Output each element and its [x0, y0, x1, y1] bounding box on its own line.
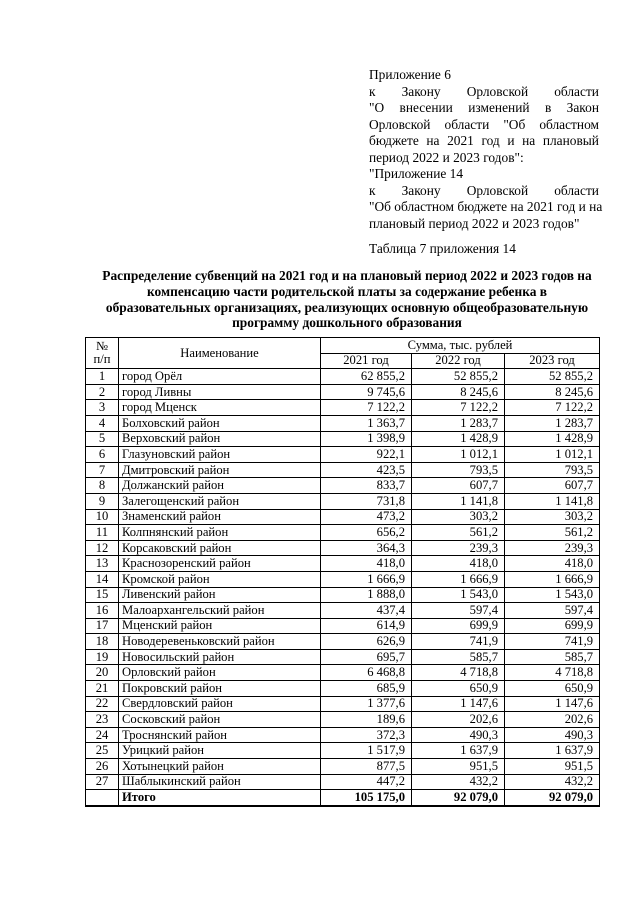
- row-value-2023: 8 245,6: [505, 384, 600, 400]
- word: "Об: [503, 116, 526, 132]
- row-value-2023: 650,9: [505, 681, 600, 697]
- row-number: 7: [86, 462, 119, 478]
- row-value-2021: 656,2: [321, 525, 412, 541]
- word: области: [554, 83, 599, 99]
- row-value-2023: 585,7: [505, 649, 600, 665]
- row-value-2023: 202,6: [505, 712, 600, 728]
- row-value-2021: 1 398,9: [321, 431, 412, 447]
- appendix-14-line-4: плановый период 2022 и 2023 годов": [369, 215, 580, 231]
- word: плановый: [542, 133, 599, 149]
- row-number: 2: [86, 384, 119, 400]
- row-value-2023: 432,2: [505, 774, 600, 790]
- subventions-table: [85, 337, 600, 807]
- row-name: Корсаковский район: [119, 540, 321, 556]
- row-value-2021: 189,6: [321, 712, 412, 728]
- row-name: город Ливны: [119, 384, 321, 400]
- row-number: 11: [86, 525, 119, 541]
- row-name: Верховский район: [119, 431, 321, 447]
- row-value-2021: 423,5: [321, 462, 412, 478]
- row-value-2021: 922,1: [321, 447, 412, 463]
- row-value-2022: 585,7: [412, 649, 505, 665]
- table-row: [86, 727, 600, 743]
- table-row: [86, 696, 600, 712]
- header-year-2022: 2022 год: [412, 353, 505, 369]
- row-name: Залегощенский район: [119, 493, 321, 509]
- row-number: 22: [86, 696, 119, 712]
- table-row: [86, 509, 600, 525]
- row-number: 27: [86, 774, 119, 790]
- row-number: 6: [86, 447, 119, 463]
- word: области: [554, 182, 599, 198]
- row-number: 17: [86, 618, 119, 634]
- word: изменений: [468, 100, 530, 116]
- row-value-2023: 951,5: [505, 759, 600, 775]
- row-name: Дмитровский район: [119, 462, 321, 478]
- word: на: [426, 133, 440, 149]
- row-value-2023: 741,9: [505, 634, 600, 650]
- row-value-2023: 1 147,6: [505, 696, 600, 712]
- row-value-2021: 833,7: [321, 478, 412, 494]
- row-value-2022: 699,9: [412, 618, 505, 634]
- word: к: [369, 83, 376, 99]
- row-value-2022: 202,6: [412, 712, 505, 728]
- appendix-14-header: [369, 166, 603, 232]
- row-number: 5: [86, 431, 119, 447]
- word: Закону: [401, 83, 441, 99]
- table-row: [86, 540, 600, 556]
- row-value-2022: 793,5: [412, 462, 505, 478]
- table-label: Таблица 7 приложения 14: [369, 241, 516, 256]
- appendix-6-last-line: период 2022 и 2023 годов":: [369, 149, 524, 165]
- row-value-2021: 447,2: [321, 774, 412, 790]
- row-name: Сосковский район: [119, 712, 321, 728]
- appendix-6-law-line: [369, 84, 599, 101]
- row-value-2021: 473,2: [321, 509, 412, 525]
- header-number: [86, 338, 119, 369]
- row-name: Шаблыкинский район: [119, 774, 321, 790]
- row-value-2023: 597,4: [505, 603, 600, 619]
- row-value-2021: 1 363,7: [321, 415, 412, 431]
- row-value-2022: 1 012,1: [412, 447, 505, 463]
- word: на: [522, 133, 536, 149]
- row-value-2022: 7 122,2: [412, 400, 505, 416]
- total-2022: 92 079,0: [412, 790, 505, 806]
- table-row: [86, 431, 600, 447]
- appendix-14-title: "Приложение 14: [369, 166, 464, 181]
- row-value-2021: 418,0: [321, 556, 412, 572]
- row-name: Колпнянский район: [119, 525, 321, 541]
- row-value-2022: 597,4: [412, 603, 505, 619]
- row-name: Кромской район: [119, 571, 321, 587]
- row-value-2022: 303,2: [412, 509, 505, 525]
- row-value-2022: 1 283,7: [412, 415, 505, 431]
- row-name: Краснозоренский район: [119, 556, 321, 572]
- row-value-2022: 8 245,6: [412, 384, 505, 400]
- row-name: Новосильский район: [119, 649, 321, 665]
- row-value-2022: 52 855,2: [412, 369, 505, 385]
- row-value-2021: 372,3: [321, 727, 412, 743]
- row-value-2021: 364,3: [321, 540, 412, 556]
- row-name: Малоархангельский район: [119, 603, 321, 619]
- row-value-2023: 561,2: [505, 525, 600, 541]
- word: внесении: [399, 100, 453, 116]
- row-name: Свердловский район: [119, 696, 321, 712]
- row-name: Орловский район: [119, 665, 321, 681]
- row-value-2022: 432,2: [412, 774, 505, 790]
- row-number: 1: [86, 369, 119, 385]
- row-value-2023: 1 283,7: [505, 415, 600, 431]
- row-value-2021: 877,5: [321, 759, 412, 775]
- row-name: Ливенский район: [119, 587, 321, 603]
- word: и: [507, 133, 515, 149]
- word: Орловской: [369, 116, 431, 132]
- word: области: [444, 116, 490, 132]
- row-value-2023: 239,3: [505, 540, 600, 556]
- row-number: 16: [86, 603, 119, 619]
- row-value-2023: 699,9: [505, 618, 600, 634]
- row-value-2021: 685,9: [321, 681, 412, 697]
- row-number: 13: [86, 556, 119, 572]
- appendix-14-law-line: [369, 183, 599, 200]
- header-year-2023: 2023 год: [505, 353, 600, 369]
- row-value-2023: 303,2: [505, 509, 600, 525]
- row-value-2023: 607,7: [505, 478, 600, 494]
- row-value-2023: 1 428,9: [505, 431, 600, 447]
- word: бюджете: [369, 133, 419, 149]
- table-row: [86, 556, 600, 572]
- row-value-2023: 418,0: [505, 556, 600, 572]
- appendix-6-header: [369, 67, 599, 167]
- row-value-2023: 1 666,9: [505, 571, 600, 587]
- row-value-2023: 52 855,2: [505, 369, 600, 385]
- word: Закон: [566, 100, 599, 116]
- table-row: [86, 712, 600, 728]
- appendix-6-line-4: [369, 117, 599, 134]
- word: Орловской: [466, 83, 529, 99]
- table-row: [86, 759, 600, 775]
- row-value-2021: 1 888,0: [321, 587, 412, 603]
- row-name: Должанский район: [119, 478, 321, 494]
- table-row: [86, 462, 600, 478]
- row-value-2022: 418,0: [412, 556, 505, 572]
- row-number: 25: [86, 743, 119, 759]
- row-name: Покровский район: [119, 681, 321, 697]
- total-label: Итого: [119, 790, 321, 806]
- table-row: [86, 447, 600, 463]
- row-value-2023: 1 012,1: [505, 447, 600, 463]
- row-value-2021: 626,9: [321, 634, 412, 650]
- word: "О: [369, 100, 385, 116]
- row-number: 14: [86, 571, 119, 587]
- table-row: [86, 774, 600, 790]
- row-value-2022: 4 718,8: [412, 665, 505, 681]
- row-value-2021: 1 517,9: [321, 743, 412, 759]
- row-number: 19: [86, 649, 119, 665]
- row-number: 3: [86, 400, 119, 416]
- row-number: 23: [86, 712, 119, 728]
- word: в: [544, 100, 552, 116]
- table-row: [86, 525, 600, 541]
- appendix-6-line-5: [369, 133, 599, 150]
- row-value-2022: 1 666,9: [412, 571, 505, 587]
- row-value-2023: 1 637,9: [505, 743, 600, 759]
- row-value-2021: 1 377,6: [321, 696, 412, 712]
- table-row: [86, 649, 600, 665]
- table-row: [86, 587, 600, 603]
- row-name: Троснянский район: [119, 727, 321, 743]
- word: областном: [539, 116, 599, 132]
- row-name: Урицкий район: [119, 743, 321, 759]
- row-value-2022: 741,9: [412, 634, 505, 650]
- row-value-2023: 1 141,8: [505, 493, 600, 509]
- row-number: 20: [86, 665, 119, 681]
- row-value-2021: 731,8: [321, 493, 412, 509]
- table-body: [86, 369, 600, 790]
- word: к: [369, 182, 376, 198]
- row-value-2022: 607,7: [412, 478, 505, 494]
- total-row: [86, 790, 600, 806]
- table-row: [86, 634, 600, 650]
- row-value-2023: 4 718,8: [505, 665, 600, 681]
- row-value-2021: 6 468,8: [321, 665, 412, 681]
- document-title: Распределение субвенций на 2021 год и на плановый период 2022 и 2023 годов на компенсацию части родительской платы за содержание ребенка в образовательных организациях, реализующих основную общеобразовательную программу дошкольного образования: [102, 268, 592, 331]
- row-name: город Мценск: [119, 400, 321, 416]
- row-value-2022: 1 141,8: [412, 493, 505, 509]
- table-row: [86, 681, 600, 697]
- header-number-text: № п/п: [93, 339, 111, 367]
- header-sum: Сумма, тыс. рублей: [321, 338, 600, 354]
- row-value-2021: 1 666,9: [321, 571, 412, 587]
- row-value-2021: 437,4: [321, 603, 412, 619]
- table-row: [86, 400, 600, 416]
- table-row: [86, 571, 600, 587]
- table-row: [86, 618, 600, 634]
- row-name: город Орёл: [119, 369, 321, 385]
- row-value-2022: 239,3: [412, 540, 505, 556]
- row-value-2022: 490,3: [412, 727, 505, 743]
- table-row: [86, 369, 600, 385]
- total-number: [86, 790, 119, 806]
- total-2021: 105 175,0: [321, 790, 412, 806]
- table-row: [86, 493, 600, 509]
- row-value-2021: 695,7: [321, 649, 412, 665]
- row-number: 18: [86, 634, 119, 650]
- row-name: Мценский район: [119, 618, 321, 634]
- row-value-2022: 650,9: [412, 681, 505, 697]
- row-value-2021: 9 745,6: [321, 384, 412, 400]
- row-value-2022: 561,2: [412, 525, 505, 541]
- row-value-2021: 614,9: [321, 618, 412, 634]
- row-number: 24: [86, 727, 119, 743]
- table-row: [86, 478, 600, 494]
- row-value-2022: 1 428,9: [412, 431, 505, 447]
- word: год: [481, 133, 500, 149]
- row-number: 21: [86, 681, 119, 697]
- appendix-6-line-3: [369, 100, 599, 117]
- row-number: 12: [86, 540, 119, 556]
- table-row: [86, 665, 600, 681]
- row-name: Глазуновский район: [119, 447, 321, 463]
- row-value-2022: 1 637,9: [412, 743, 505, 759]
- table-header-row: [86, 338, 600, 354]
- row-name: Хотынецкий район: [119, 759, 321, 775]
- row-number: 26: [86, 759, 119, 775]
- table-row: [86, 743, 600, 759]
- row-value-2023: 793,5: [505, 462, 600, 478]
- row-number: 9: [86, 493, 119, 509]
- table-row: [86, 415, 600, 431]
- header-name: Наименование: [119, 338, 321, 369]
- header-year-2021: 2021 год: [321, 353, 412, 369]
- row-value-2022: 951,5: [412, 759, 505, 775]
- word: Орловской: [466, 182, 529, 198]
- row-number: 4: [86, 415, 119, 431]
- row-value-2023: 7 122,2: [505, 400, 600, 416]
- word: Закону: [401, 182, 441, 198]
- row-number: 15: [86, 587, 119, 603]
- word: 2021: [447, 133, 474, 149]
- total-2023: 92 079,0: [505, 790, 600, 806]
- row-number: 8: [86, 478, 119, 494]
- row-name: Болховский район: [119, 415, 321, 431]
- row-value-2021: 62 855,2: [321, 369, 412, 385]
- table-row: [86, 603, 600, 619]
- row-value-2021: 7 122,2: [321, 400, 412, 416]
- row-name: Новодеревеньковский район: [119, 634, 321, 650]
- appendix-14-line-3: "Об областном бюджете на 2021 год и на: [369, 199, 603, 215]
- row-value-2023: 490,3: [505, 727, 600, 743]
- row-number: 10: [86, 509, 119, 525]
- row-value-2022: 1 543,0: [412, 587, 505, 603]
- appendix-6-title: Приложение 6: [369, 67, 451, 82]
- row-name: Знаменский район: [119, 509, 321, 525]
- row-value-2022: 1 147,6: [412, 696, 505, 712]
- row-value-2023: 1 543,0: [505, 587, 600, 603]
- table-row: [86, 384, 600, 400]
